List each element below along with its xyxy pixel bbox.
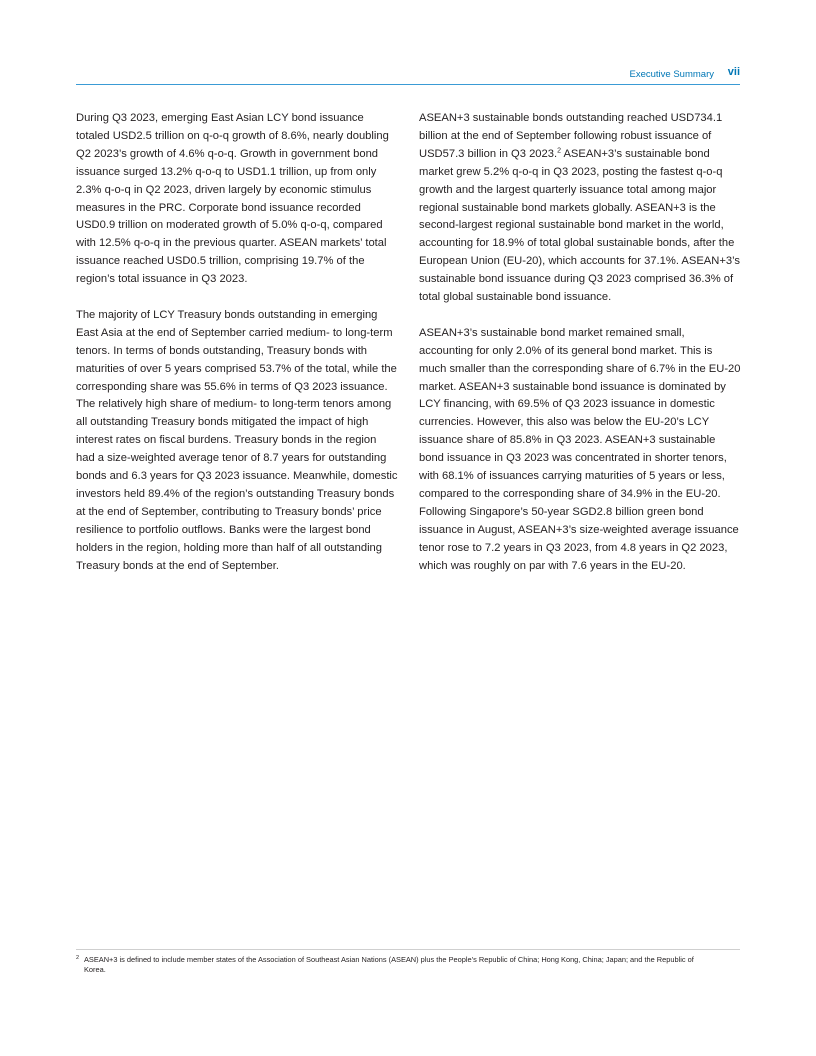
page-number: vii — [727, 66, 740, 78]
right-paragraph-2: ASEAN+3’s sustainable bond market remained small, accounting for only 2.0% of its general bond market. This is much smaller than the corresponding share of 6.7% in the EU-20 market. ASEAN+3 sustainable bond issuance is dominated by LCY financing, with 69.5% of Q3 2023 issuance in domestic currencies. However, this also was below the EU-20’s LCY issuance share of 85.8% in Q3 2023. ASEAN+3 sustainable bond issuance in Q3 2023 was concentrated in shorter tenors, with 68.1% of issuances carrying maturities of 5 years or less, compared to the corresponding share of 34.9% in the EU-20. Following Singapore’s 50-year SGD2.8 billion green bond issuance in August, ASEAN+3’s size-weighted average issuance tenor rose to 7.2 years in Q3 2023, from 4.8 years in Q2 2023, which was roughly on par with 7.6 years in the EU-20. — [419, 326, 741, 572]
footnote-divider — [76, 949, 740, 950]
section-title: Executive Summary — [629, 69, 714, 80]
right-paragraph-1 — [419, 110, 741, 307]
footnote-mark: 2 — [76, 955, 80, 961]
left-paragraph-2: The majority of LCY Treasury bonds outstanding in emerging East Asia at the end of September carried medium- to long-term tenors. In terms of bonds outstanding, Treasury bonds with maturities of over 5 years comprised 53.7% of the total, while the corresponding share was 55.6% in terms of Q3 2023 issuance. The relatively high share of medium- to long-term tenors among all outstanding Treasury bonds mitigated the impact of high interest rates on fiscal burdens. Treasury bonds in the region had a size-weighted average tenor of 8.7 years for outstanding bonds and 6.3 years for Q3 2023 issuance. Meanwhile, domestic investors held 89.4% of the region’s outstanding Treasury bonds at the end of September, contributing to Treasury bonds’ price resilience to portfolio outflows. Banks were the largest bond holders in the region, holding more than half of all outstanding Treasury bonds at the end of September. — [76, 308, 398, 572]
right-paragraph-1-end: ASEAN+3’s sustainable bond market grew 5.2% q-o-q in Q3 2023, posting the fastest q-o-q growth and the largest quarterly issuance total among major regional sustainable bond markets globally. ASEAN+3 is the second-largest regional sustainable bond market in the world, accounting for 18.9% of total global sustainable bonds, after the European Union (EU-20), which accounts for 37.1%. ASEAN+3’s sustainable bond issuance during Q3 2023 comprised 36.3% of total global sustainable bond issuance. — [419, 147, 740, 304]
footnote — [76, 955, 716, 975]
page-header — [76, 66, 740, 85]
right-column — [419, 110, 741, 593]
left-column — [76, 110, 398, 593]
left-paragraph-1: During Q3 2023, emerging East Asian LCY bond issuance totaled USD2.5 trillion on q-o-q growth of 8.6%, nearly doubling Q2 2023’s growth of 4.6% q-o-q. Growth in government bond issuance surged 13.2% q-o-q to USD1.1 trillion, up from only 2.3% q-o-q in Q2 2023, driven largely by economic stimulus measures in the PRC. Corporate bond issuance recorded USD0.9 trillion on moderated growth of 5.0% q-o-q, compared with 12.5% q-o-q in the previous quarter. ASEAN markets’ total issuance reached USD0.5 trillion, comprising 19.7% of the region’s total issuance in Q3 2023. — [76, 112, 389, 286]
footnote-text: ASEAN+3 is defined to include member states of the Association of Southeast Asian Nations (ASEAN) plus the People’s Republic of China; Hong Kong, China; Japan; and the Republic of Korea. — [84, 955, 694, 974]
footnote-reference[interactable]: 2 — [557, 147, 561, 155]
right-paragraph-1-start: ASEAN+3 sustainable bonds outstanding reached USD734.1 billion at the end of September following robust issuance of USD57.3 billion in Q3 2023. — [419, 112, 723, 160]
